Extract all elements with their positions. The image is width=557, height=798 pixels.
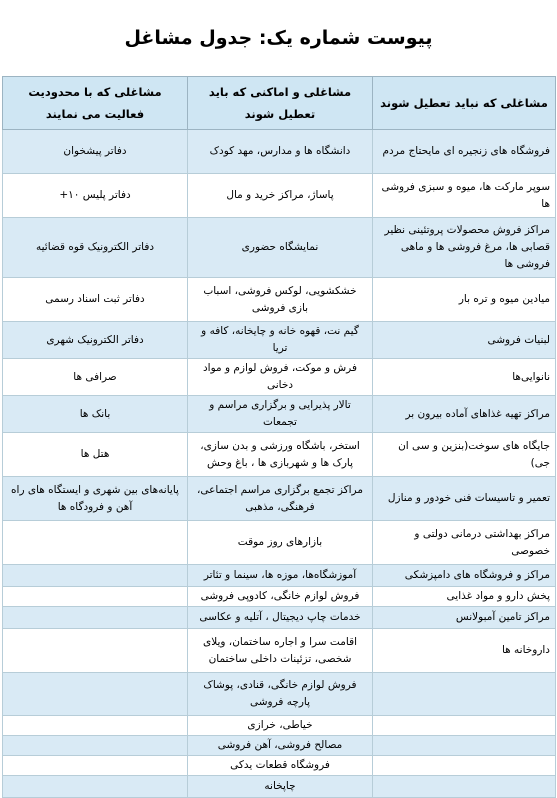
cell-restricted: دفاتر پلیس ۱۰+ — [3, 174, 188, 218]
cell-must-not-close: مراکز و فروشگاه های دامپزشکی — [373, 565, 556, 587]
cell-must-close: استخر، باشگاه ورزشی و بدن سازی، پارک ها و شهربازی ها ، باغ وحش — [188, 433, 373, 477]
table-row — [3, 629, 556, 673]
table-row — [3, 130, 556, 174]
cell-must-close: فروش لوازم خانگی، قنادی، پوشاک پارچه فروشی — [188, 673, 373, 716]
table-row — [3, 587, 556, 607]
cell-restricted: دفاتر ثبت اسناد رسمی — [3, 278, 188, 322]
table-header-row — [3, 77, 556, 130]
table-row — [3, 218, 556, 278]
header-must-close: مشاغلی و اماکنی که باید تعطیل شوند — [188, 77, 373, 130]
cell-must-not-close — [373, 776, 556, 798]
cell-must-not-close: لبنیات فروشی — [373, 322, 556, 359]
table-row — [3, 278, 556, 322]
table-row — [3, 776, 556, 798]
cell-must-not-close: مراکز فروش محصولات پروتئینی نظیر قصابی ها، مرغ فروشی ها و ماهی فروشی ها — [373, 218, 556, 278]
jobs-table — [2, 76, 556, 798]
cell-restricted: بانک ها — [3, 396, 188, 433]
cell-restricted — [3, 565, 188, 587]
cell-restricted — [3, 607, 188, 629]
cell-must-close: دانشگاه ها و مدارس، مهد کودک — [188, 130, 373, 174]
cell-must-not-close: پخش دارو و مواد غذایی — [373, 587, 556, 607]
header-restricted: مشاغلی که با محدودیت فعالیت می نمایند — [3, 77, 188, 130]
cell-must-close: اقامت سرا و اجاره ساختمان، ویلای شخصی، تزئینات داخلی ساختمان — [188, 629, 373, 673]
cell-must-close: خیاطی، خرازی — [188, 716, 373, 736]
cell-restricted: دفاتر الکترونیک شهری — [3, 322, 188, 359]
cell-must-not-close: مراکز تهیه غذاهای آماده بیرون بر — [373, 396, 556, 433]
table-row — [3, 396, 556, 433]
cell-must-not-close: فروشگاه های زنجیره ای مایحتاج مردم — [373, 130, 556, 174]
table-row — [3, 322, 556, 359]
cell-must-not-close: تعمیر و تاسیسات فنی خودور و منازل — [373, 477, 556, 521]
title-area — [2, 0, 555, 76]
cell-restricted: هتل ها — [3, 433, 188, 477]
table-row — [3, 477, 556, 521]
cell-must-not-close: جایگاه های سوخت(بنزین و سی ان جی) — [373, 433, 556, 477]
cell-must-not-close: داروخانه ها — [373, 629, 556, 673]
cell-must-close: مراکز تجمع برگزاری مراسم اجتماعی، فرهنگی، مذهبی — [188, 477, 373, 521]
cell-restricted — [3, 736, 188, 756]
cell-must-close: خدمات چاپ دیجیتال ، آتلیه و عکاسی — [188, 607, 373, 629]
cell-must-not-close — [373, 673, 556, 716]
cell-restricted: دفاتر الکترونیک قوه قضائیه — [3, 218, 188, 278]
cell-restricted — [3, 673, 188, 716]
cell-must-close: بازارهای روز موقت — [188, 521, 373, 565]
cell-must-not-close — [373, 716, 556, 736]
table-body — [3, 130, 556, 798]
table-row — [3, 716, 556, 736]
page-title: پیوست شماره یک: جدول مشاغل — [124, 27, 433, 49]
cell-must-close: خشکشویی، لوکس فروشی، اسباب بازی فروشی — [188, 278, 373, 322]
cell-restricted — [3, 716, 188, 736]
header-must-not-close: مشاغلی که نباید تعطیل شوند — [373, 77, 556, 130]
cell-restricted — [3, 521, 188, 565]
table-row — [3, 174, 556, 218]
cell-restricted — [3, 776, 188, 798]
cell-must-close: نمایشگاه حضوری — [188, 218, 373, 278]
cell-must-close: فرش و موکت، فروش لوازم و مواد دخانی — [188, 359, 373, 396]
cell-must-close: مصالح فروشی، آهن فروشی — [188, 736, 373, 756]
table-row — [3, 756, 556, 776]
cell-must-not-close: مراکز تامین آمبولانس — [373, 607, 556, 629]
table-row — [3, 359, 556, 396]
cell-must-not-close: مراکز بهداشتی درمانی دولتی و خصوصی — [373, 521, 556, 565]
cell-must-close: فروش لوازم خانگی، کادوپی فروشی — [188, 587, 373, 607]
cell-restricted — [3, 756, 188, 776]
cell-must-not-close: نانوایی‌ها — [373, 359, 556, 396]
table-row — [3, 565, 556, 587]
cell-must-not-close: میادین میوه و تره بار — [373, 278, 556, 322]
cell-restricted: دفاتر پیشخوان — [3, 130, 188, 174]
cell-restricted — [3, 587, 188, 607]
cell-must-close: گیم نت، قهوه خانه و چایخانه، کافه و تریا — [188, 322, 373, 359]
cell-must-close: فروشگاه قطعات یدکی — [188, 756, 373, 776]
table-row — [3, 673, 556, 716]
cell-must-close: چاپخانه — [188, 776, 373, 798]
cell-restricted — [3, 629, 188, 673]
cell-must-not-close — [373, 756, 556, 776]
cell-must-close: پاساژ، مراکز خرید و مال — [188, 174, 373, 218]
cell-restricted: پایانه‌های بین شهری و ایستگاه های راه آهن و فرودگاه ها — [3, 477, 188, 521]
cell-must-close: تالار پذیرایی و برگزاری مراسم و تجمعات — [188, 396, 373, 433]
table-row — [3, 521, 556, 565]
table-row — [3, 736, 556, 756]
table-row — [3, 607, 556, 629]
table-row — [3, 433, 556, 477]
cell-must-not-close — [373, 736, 556, 756]
cell-restricted: صرافی ها — [3, 359, 188, 396]
cell-must-close: آموزشگاه‌ها، موزه ها، سینما و تئاتر — [188, 565, 373, 587]
cell-must-not-close: سوپر مارکت ها، میوه و سبزی فروشی ها — [373, 174, 556, 218]
